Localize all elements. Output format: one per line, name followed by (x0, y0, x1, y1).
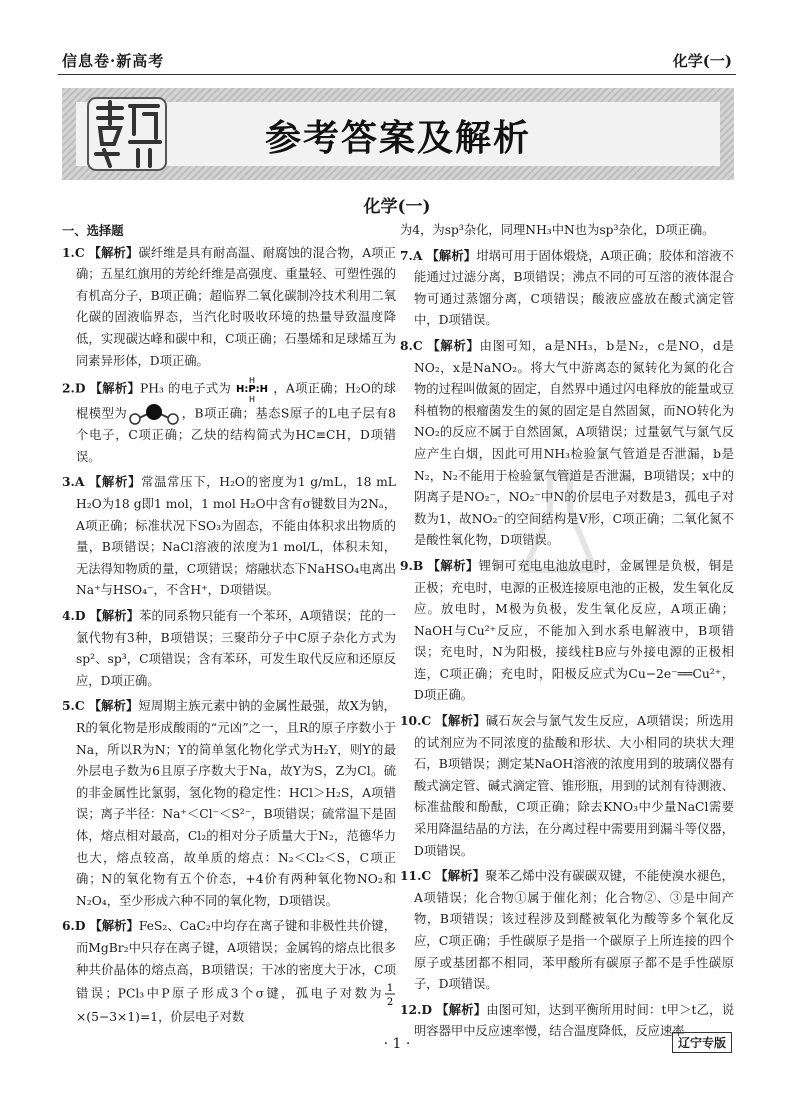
left-column (62, 220, 396, 1032)
analysis-tag: 【解析】 (427, 557, 479, 573)
right-column (400, 220, 734, 1046)
header-left-title: 信息卷·新高考 (62, 52, 165, 70)
item-text: 苯的同系物只能有一个苯环，A项错误；芘的一氯代物有3种，B项错误；三聚茚分子中C原子杂化方式为sp²、sp³，C项错误；含有苯环，可发生取代反应和还原反应，D项正确。 (76, 609, 396, 688)
analysis-tag: 【解析】 (89, 918, 139, 934)
section-heading: 一、选择题 (62, 223, 124, 238)
water-ball-stick-model (127, 403, 181, 425)
answer-item-6-continued (400, 220, 734, 242)
item-number: 11.C (400, 868, 432, 884)
answer-item-10 (400, 710, 734, 862)
banner-title: 参考答案及解析 (264, 118, 531, 159)
item-text: 为4，为sp³杂化，同理NH₃中N也为sp³杂化，D项正确。 (400, 223, 715, 237)
analysis-tag: 【解析】 (436, 1001, 487, 1017)
analysis-tag: 【解析】 (427, 337, 480, 353)
item-number: 1.C (62, 244, 85, 260)
analysis-tag: 【解析】 (426, 247, 477, 263)
answer-item-3 (62, 471, 396, 602)
answer-item-1 (62, 242, 396, 373)
item-text: ，A项正确；H₂O的球棍模型为 (76, 381, 396, 421)
item-text: 聚苯乙烯中没有碳碳双键，不能使溴水褪色，A项错误；化合物①属于催化剂；化合物②、③是中间产物，B项错误；该过程涉及到醛被氧化为酸等多个氧化反应，C项正确；手性碳原子是指一个碳原子上所连接的四个原子或基团都不相同，苯甲酸所有碳原子都不是手性碳原子，D项错误。 (414, 869, 734, 992)
analysis-tag: 【解析】 (435, 713, 486, 729)
answer-item-9 (400, 555, 734, 707)
item-text: FeS₂、CaC₂中均存在离子键和非极性共价键，而MgBr₂中只存在离子键，A项错误；金属钨的熔点比很多种共价晶体的熔点高，B项错误；干冰的密度大于冰，C项错误；PCl₃中P原子形成3个σ键，孤电子对数为 (76, 919, 396, 1001)
item-text: 碱石灰会与氯气发生反应，A项错误；所选用的试剂应为不同浓度的盐酸和形状、大小相同的块状大理石，B项错误；测定某NaOH溶液的浓度用到的玻璃仪器有酸式滴定管、碱式滴定管、锥形瓶，用到的试剂有待测液、标准盐酸和酚酞，C项正确；除去KNO₃中少量NaCl需要采用降温结晶的方法，在分离过程中需要用到漏斗等仪器，D项错误。 (414, 714, 734, 858)
analysis-tag: 【解析】 (435, 868, 486, 884)
answer-item-5 (62, 695, 396, 912)
fraction-denominator: 2 (386, 997, 394, 1008)
item-number: 6.D (62, 918, 86, 934)
item-number: 4.D (62, 608, 86, 623)
item-text: 碳纤维是具有耐高温、耐腐蚀的混合物，A项正确；五星红旗用的芳纶纤维是高强度、重量轻、可塑性强的有机高分子，B项正确；超临界二氧化碳制冷技术利用二氧化碳的固液临界态，当汽化时吸收环境的热量导致温度降低，实现碳达峰和碳中和，C项正确；石墨烯和足球烯互为同素异形体，D项正确。 (76, 245, 396, 368)
ph3-bottom-h: H (249, 395, 256, 404)
item-text: 常温常压下，H₂O的密度为1 g/mL，18 mL H₂O为18 g即1 mol，1 mol H₂O中含有σ键数目为2Nₐ，A项正确；标准状况下SO₃为固态，不能由体积求出物质的量，B项错误；NaCl溶液的浓度为1 mol/L，体积未知，无法得知物质的量，C项错误；熔融状态下NaHSO₄电离出Na⁺与HSO₄⁻，不含H⁺，D项错误。 (76, 475, 396, 598)
item-text: 由图可知，达到平衡所用时间：t甲＞t乙，说明容器甲中反应速率慢，结合温度降低，反应速率 (414, 1002, 734, 1039)
title-banner (62, 88, 734, 180)
item-number: 12.D (400, 1001, 433, 1017)
header-divider (58, 74, 736, 75)
answer-item-2 (62, 375, 396, 468)
analysis-tag: 【解析】 (89, 380, 141, 396)
item-text: 坩埚可用于固体煅烧，A项正确；胶体和溶液不能通过过滤分离，B项错误；沸点不同的可互溶的液体混合物可通过蒸馏分离，C项错误；酸液应盛放在酸式滴定管中，D项错误。 (414, 248, 734, 328)
page-number: · 1 · (383, 1036, 411, 1052)
answer-item-4 (62, 605, 396, 692)
item-text: 锂铜可充电电池放电时，金属锂是负极，铜是正极；充电时，电源的正极连接原电池的正极，发生氧化反应。放电时，M极为负极，发生氧化反应，A项正确；NaOH与Cu²⁺反应，不能加入到水系电解液中，B项错误；充电时，N为阳极，接线柱B应与外接电源的正极相连，C项正确；充电时，阳极反应式为Cu−2e⁻══Cu²⁺，D项正确。 (414, 558, 734, 703)
fraction-numerator: 1 (386, 983, 394, 995)
item-text: 短周期主族元素中钠的金属性最强，故X为钠，R的氧化物是形成酸雨的“元凶”之一，且R的原子序数小于Na，所以R为N；Y的简单氢化物化学式为H₂Y，则Y的最外层电子数为6且原子序数大于Na，故Y为S，Z为Cl。硫的非金属性比氯弱，氢化物的稳定性：HCl＞H₂S，A项错误；离子半径：Na⁺＜Cl⁻＜S²⁻，B项错误；硫常温下是固体，熔点相对最高，Cl₂的相对分子质量大于N₂，范德华力也大，熔点较高，故单质的熔点：N₂＜Cl₂＜S，C项正确；N的氧化物有五个价态，+4价有两种氧化物NO₂和N₂O₄，至少形成六种不同的氧化物，D项错误。 (76, 699, 396, 908)
answer-item-11 (400, 865, 734, 996)
item-number: 3.A (62, 474, 85, 490)
item-text: 由图可知，a是NH₃，b是N₂，c是NO，d是NO₂，x是NaNO₂。将大气中游离态的氮转化为氮的化合物的过程叫做氮的固定，自然界中通过闪电释放的能量或豆科植物的根瘤菌发生的氮的固定是自然固氮，而NO转化为NO₂的反应不属于自然固氮，A项错误；过量氨气与氯气反应产生白烟，因此可用NH₃检验氯气管道是否泄漏，b是N₂，N₂不能用于检验氯气管道是否泄漏，B项错误；x中的阴离子是NO₂⁻，NO₂⁻中N的价层电子对数是3，孤电子对数为1，故NO₂⁻的空间结构是V形，C项正确；二氧化氮不是酸性氧化物，D项错误。 (414, 338, 734, 548)
edition-badge: 辽宁专版 (672, 1032, 732, 1053)
analysis-tag: 【解析】 (88, 244, 139, 260)
subject-title: 化学(一) (363, 197, 431, 217)
ph3-electron-formula (231, 375, 273, 403)
ph3-top-h: H (249, 376, 256, 386)
item-number: 10.C (400, 713, 432, 729)
item-number: 7.A (400, 247, 423, 263)
analysis-tag: 【解析】 (89, 474, 142, 490)
fraction-one-half (384, 981, 396, 1007)
item-text: PH₃ 的电子式为 (140, 381, 232, 396)
ph3-mid: H:P:H (236, 384, 269, 396)
answer-item-7 (400, 245, 734, 332)
header-right-subject: 化学(一) (672, 52, 732, 70)
answer-item-8 (400, 335, 734, 552)
item-number: 5.C (62, 698, 85, 714)
analysis-tag: 【解析】 (89, 608, 140, 623)
answer-item-6 (62, 915, 396, 1028)
item-number: 2.D (62, 380, 86, 396)
item-text: ×(5−3×1)=1，价层电子对数 (76, 1010, 245, 1025)
item-number: 8.C (400, 337, 423, 353)
analysis-tag: 【解析】 (88, 698, 139, 714)
item-number: 9.B (400, 557, 424, 573)
item-text: ，B项正确；基态S原子的L电子层有8个电子，C项正确；乙炔的结构简式为HC≡CH，D项错误。 (76, 406, 396, 464)
